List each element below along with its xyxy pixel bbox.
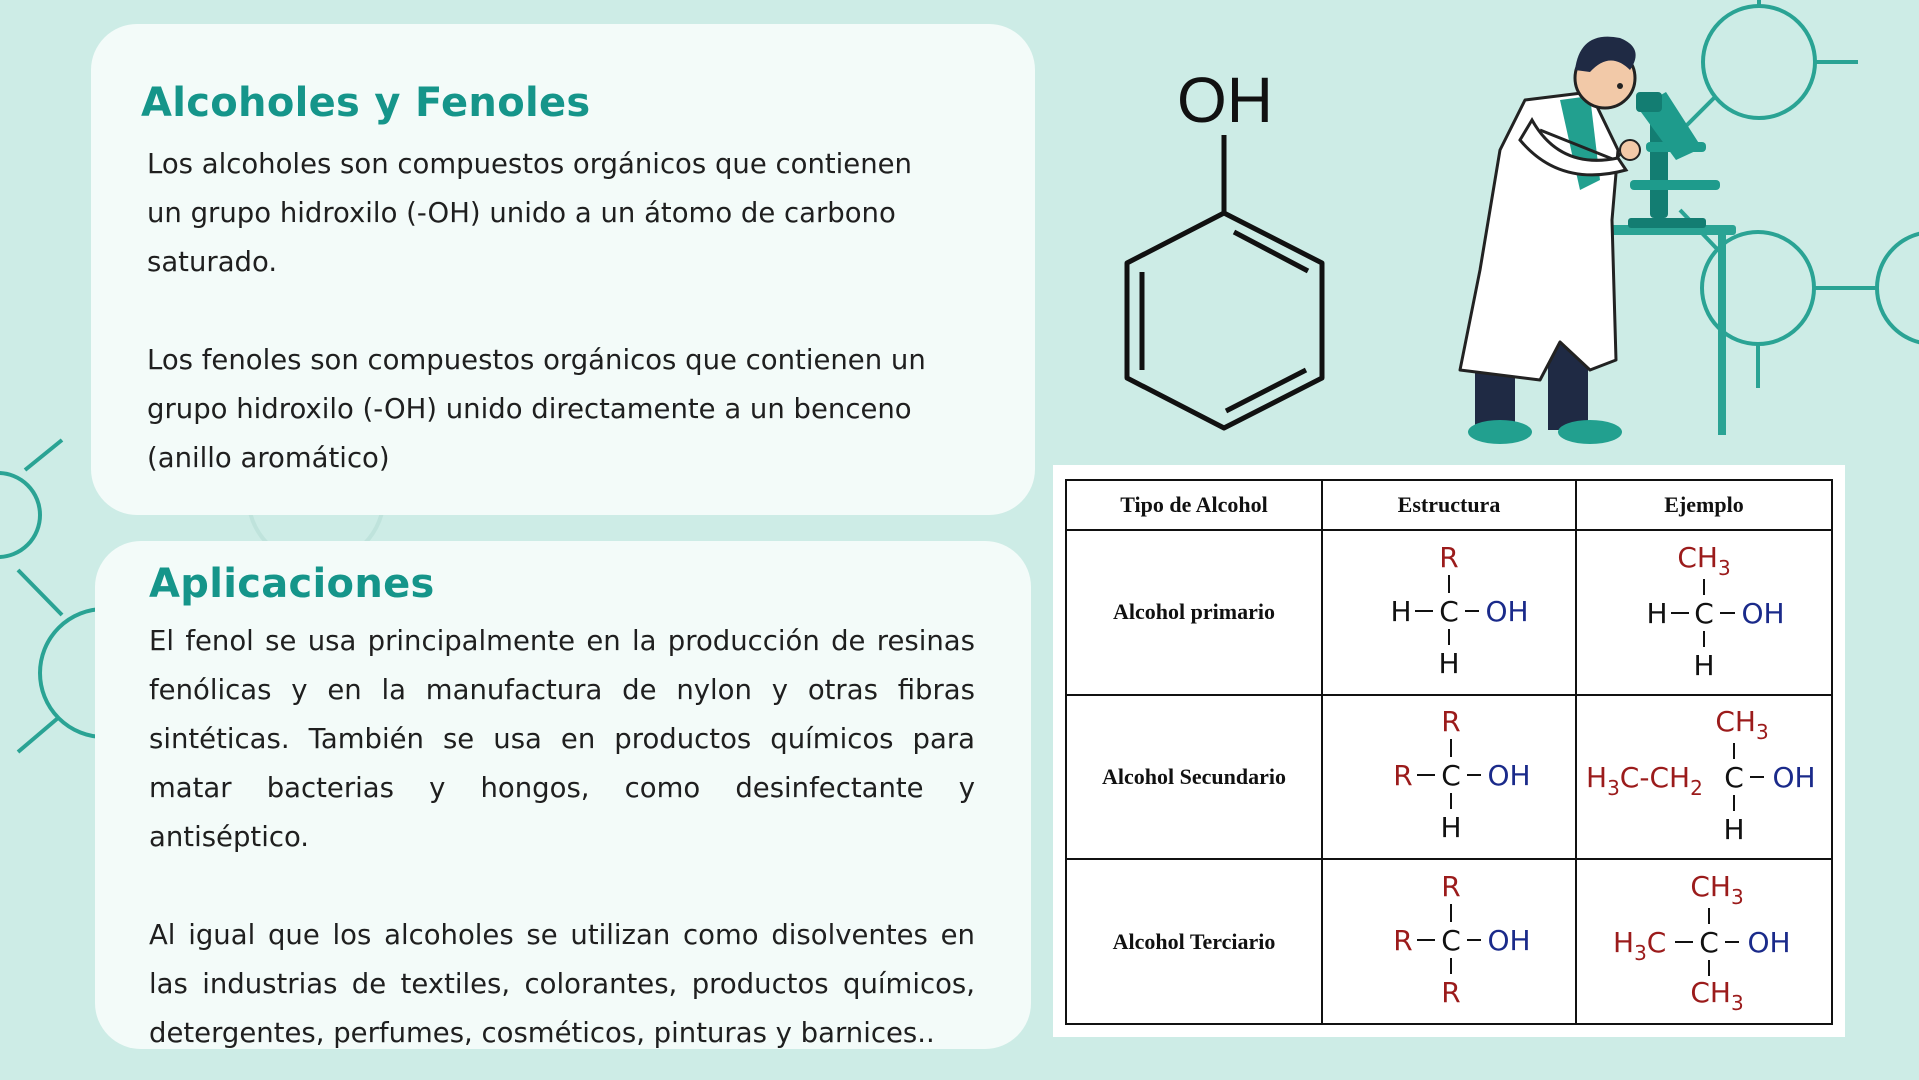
atom-center: C — [1694, 596, 1714, 630]
atom-center: C — [1439, 594, 1459, 628]
atom-bottom: R — [1441, 976, 1461, 1010]
aplicaciones-card — [95, 541, 1031, 1049]
example-formula — [1582, 699, 1827, 849]
atom-right: OH — [1771, 761, 1816, 795]
example-cell — [1576, 859, 1832, 1024]
aplicaciones-title: Aplicaciones — [149, 561, 435, 607]
alcohol-types-table-panel — [1053, 465, 1845, 1037]
example-formula — [1589, 864, 1819, 1014]
example-formula — [1589, 535, 1819, 685]
atom-top: R — [1441, 870, 1461, 904]
atom-right: OH — [1487, 924, 1531, 958]
atom-left: R — [1393, 924, 1413, 958]
header-ejemplo: Ejemplo — [1576, 480, 1832, 530]
atom-top: $CH_3$ — [1714, 705, 1769, 745]
atom-right: OH — [1747, 926, 1791, 960]
atom-top: $CH_3$ — [1690, 870, 1744, 910]
atom-left: H — [1646, 596, 1668, 630]
structure-cell — [1322, 530, 1576, 695]
atom-top: $CH_3$ — [1677, 540, 1731, 580]
aplicaciones-paragraph-2: Al igual que los alcoholes se utilizan como disolventes en las industrias de textiles, colorantes, productos químicos, detergentes, perfumes, cosméticos, pinturas y barnices.. — [149, 919, 975, 1049]
atom-center: C — [1441, 759, 1461, 793]
header-estructura: Estructura — [1322, 480, 1576, 530]
structure-cell — [1322, 695, 1576, 860]
atom-center: C — [1441, 924, 1461, 958]
atom-left-chain: $H_3C$ — [1613, 926, 1667, 966]
atom-right: OH — [1487, 759, 1531, 793]
alcohol-types-table — [1065, 479, 1833, 1025]
table-row — [1066, 530, 1832, 695]
phenol-structure-diagram — [1110, 55, 1340, 455]
atom-right: OH — [1485, 594, 1529, 628]
example-cell — [1576, 530, 1832, 695]
atom-right: OH — [1741, 596, 1785, 630]
alcoholes-fenoles-card — [91, 24, 1035, 515]
table-header-row — [1066, 480, 1832, 530]
atom-bottom: H — [1693, 648, 1715, 682]
scientist-microscope-illustration — [1440, 20, 1770, 450]
alcohol-secundario-label: Alcohol Secundario — [1066, 695, 1322, 860]
structure-formula — [1349, 864, 1549, 1014]
atom-bottom: H — [1438, 646, 1460, 680]
fenoles-definition: Los fenoles son compuestos orgánicos que contienen un grupo hidroxilo (-OH) unido directamente a un benceno (anillo aromático) — [147, 344, 926, 474]
alcohol-terciario-label: Alcohol Terciario — [1066, 859, 1322, 1024]
atom-left: R — [1393, 759, 1413, 793]
alcohol-primario-label: Alcohol primario — [1066, 530, 1322, 695]
phenol-oh-label: OH — [1177, 64, 1273, 136]
structure-formula — [1349, 535, 1549, 685]
alcoholes-fenoles-title: Alcoholes y Fenoles — [141, 80, 591, 126]
table-row — [1066, 859, 1832, 1024]
header-tipo: Tipo de Alcohol — [1066, 480, 1322, 530]
atom-left-chain: $H_3C-CH_2$ — [1585, 761, 1703, 801]
structure-formula — [1349, 699, 1549, 849]
aplicaciones-paragraph-1: El fenol se usa principalmente en la producción de resinas fenólicas y en la manufactura de nylon y otras fibras sintéticas. También se usa en productos químicos para matar bacterias y hongos, como desinfectante y antiséptico. — [149, 625, 975, 853]
table-row — [1066, 695, 1832, 860]
atom-top: R — [1439, 540, 1459, 574]
atom-bottom: $CH_3$ — [1690, 976, 1744, 1015]
atom-top: R — [1441, 705, 1461, 739]
atom-bottom: H — [1722, 813, 1745, 847]
example-cell — [1576, 695, 1832, 860]
atom-left: H — [1390, 594, 1412, 628]
structure-cell — [1322, 859, 1576, 1024]
alcoholes-definition: Los alcoholes son compuestos orgánicos que contienen un grupo hidroxilo (-OH) unido a un átomo de carbono saturado. — [147, 148, 912, 278]
atom-center: C — [1723, 761, 1744, 795]
atom-center: C — [1699, 926, 1719, 960]
atom-bottom: H — [1440, 811, 1462, 845]
